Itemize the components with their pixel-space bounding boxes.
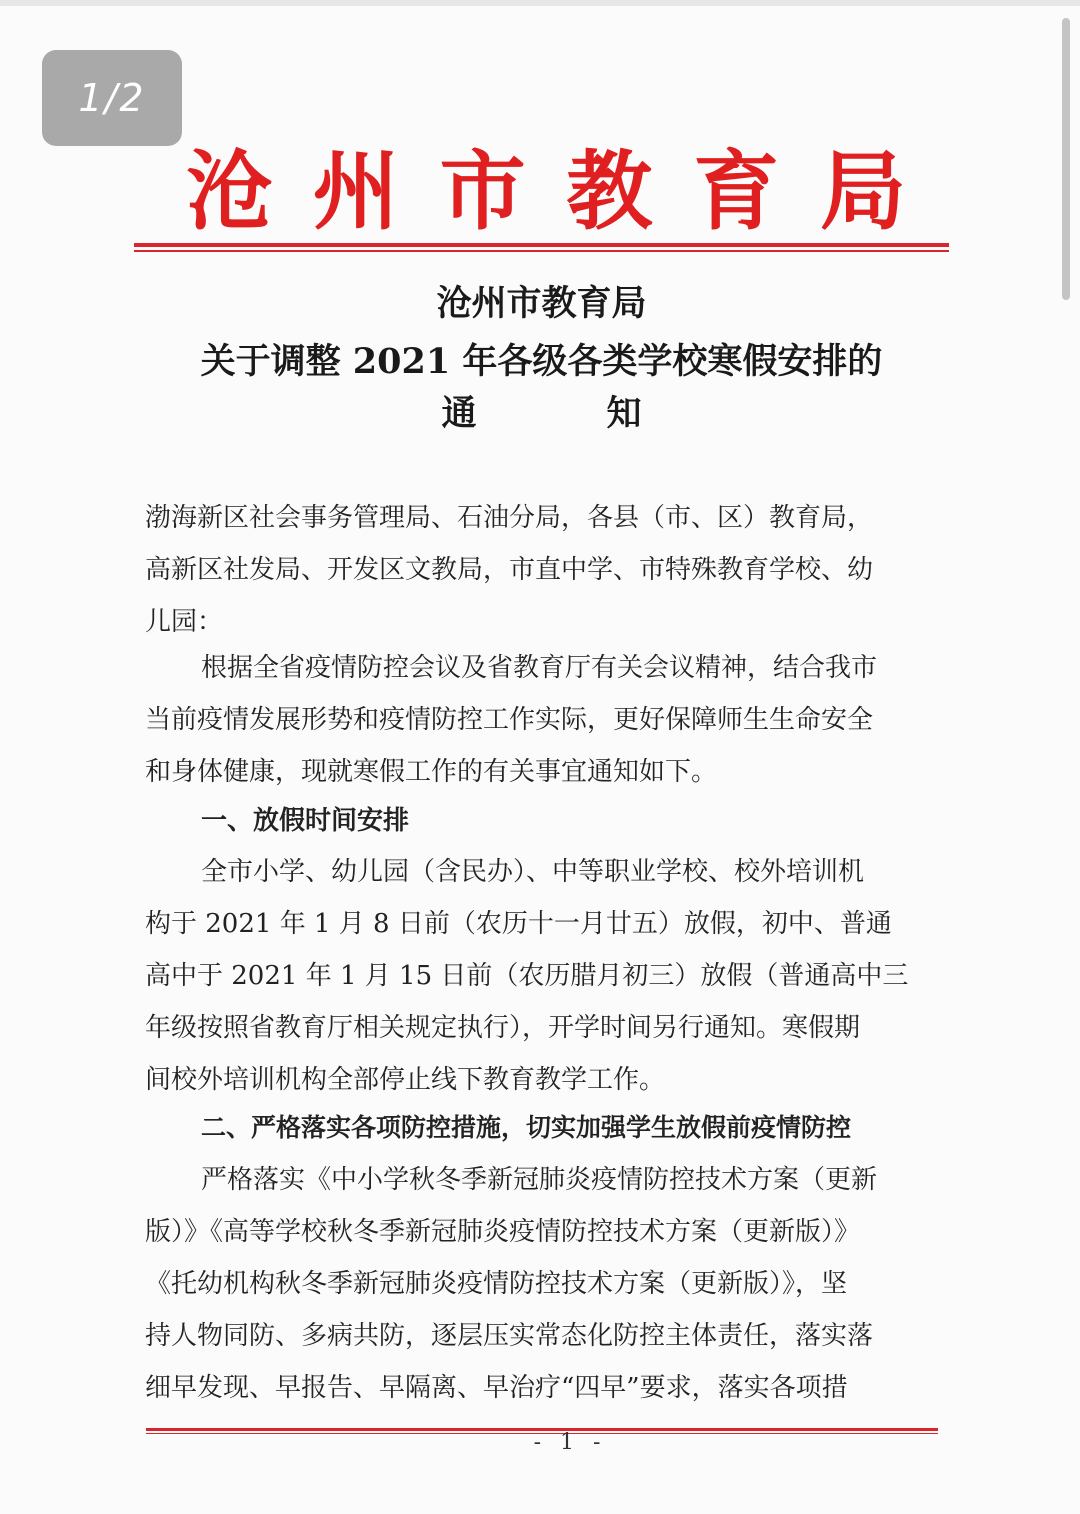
doc-title-subject: 关于调整 2021 年各级各类学校寒假安排的 [200, 341, 883, 382]
letterhead-title [186, 140, 906, 244]
paragraph-line: 当前疫情发展形势和疫情防控工作实际，更好保障师生生命安全 [145, 705, 874, 735]
paragraph-line: 根据全省疫情防控会议及省教育厅有关会议精神，结合我市 [201, 653, 878, 683]
section-heading-2: 二、严格落实各项防控措施，切实加强学生放假前疫情防控 [201, 1113, 852, 1142]
holiday-schedule-paragraph [145, 846, 945, 1106]
letterhead-char: 市 [439, 142, 526, 242]
paragraph-line: 间校外培训机构全部停止线下教育教学工作。 [145, 1065, 666, 1095]
doc-title-issuer: 沧州市教育局 [436, 283, 647, 324]
letterhead-char: 教 [566, 142, 653, 242]
doc-title-notice-char: 知 [606, 393, 642, 434]
page-number: - 1 - [533, 1430, 607, 1455]
paragraph-line: 高中于 2021 年 1 月 15 日前（农历腊月初三）放假（普通高中三 [145, 961, 909, 991]
addressee-line: 儿园： [145, 607, 224, 637]
paragraph-line: 持人物同防、多病共防，逐层压实常态化防控主体责任，落实落 [145, 1321, 874, 1351]
paragraph-line: 全市小学、幼儿园（含民办）、中等职业学校、校外培训机 [201, 857, 865, 887]
paragraph-line: 年级按照省教育厅相关规定执行），开学时间另行通知。寒假期 [145, 1013, 861, 1043]
letterhead-char: 沧 [186, 142, 272, 242]
paragraph-line: 严格落实《中小学秋冬季新冠肺炎疫情防控技术方案（更新 [201, 1165, 878, 1195]
doc-title-notice [134, 386, 949, 436]
letterhead-char: 局 [819, 142, 906, 242]
paragraph-line: 和身体健康，现就寒假工作的有关事宜通知如下。 [145, 757, 718, 787]
letterhead-char: 州 [312, 142, 399, 242]
doc-title-notice-char: 通 [441, 393, 477, 434]
prevention-paragraph [145, 1154, 945, 1414]
paragraph-line: 版）》《高等学校秋冬季新冠肺炎疫情防控技术方案（更新版）》 [145, 1217, 861, 1247]
page-indicator-badge: 1/2 [42, 50, 182, 146]
section-heading-1: 一、放假时间安排 [201, 806, 410, 836]
paragraph-line: 《托幼机构秋冬季新冠肺炎疫情防控技术方案（更新版）》，坚 [145, 1269, 848, 1299]
intro-paragraph [145, 642, 945, 798]
scrollbar-thumb[interactable] [1062, 18, 1070, 300]
letterhead-divider-thick [134, 243, 949, 247]
paragraph-line: 细早发现、早报告、早隔离、早治疗“四早”要求，落实各项措 [145, 1373, 848, 1403]
letterhead-divider-thin [134, 250, 949, 252]
top-status-strip [0, 0, 1080, 6]
addressee-line: 渤海新区社会事务管理局、石油分局，各县（市、区）教育局， [145, 503, 874, 533]
addressee-line: 高新区社发局、开发区文教局，市直中学、市特殊教育学校、幼 [145, 555, 874, 585]
addressee-block [145, 492, 945, 648]
letterhead-char: 育 [693, 142, 780, 242]
paragraph-line: 构于 2021 年 1 月 8 日前（农历十一月廿五）放假，初中、普通 [145, 909, 892, 939]
